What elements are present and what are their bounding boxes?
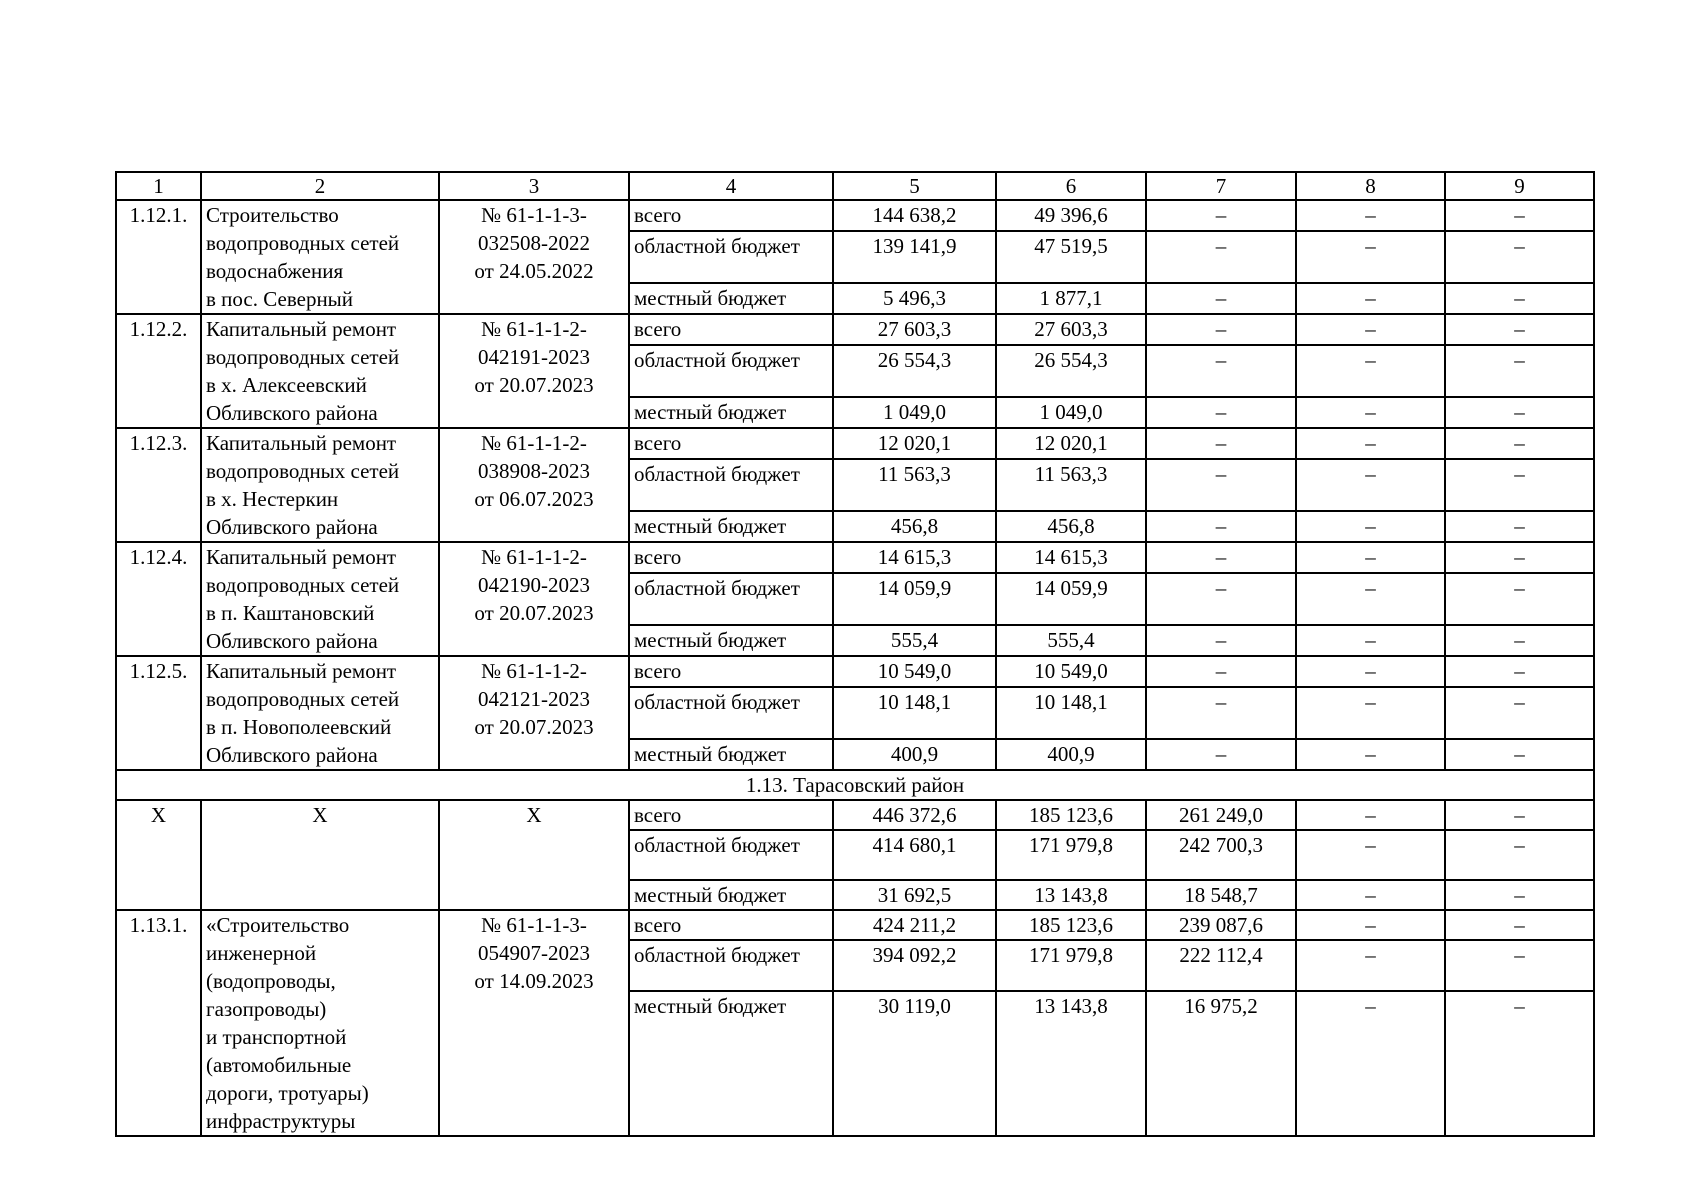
amount-col8: – — [1296, 428, 1445, 459]
amount-col7: – — [1146, 345, 1296, 397]
amount-col6: 13 143,8 — [996, 991, 1146, 1136]
amount-col9: – — [1445, 345, 1594, 397]
amount-col5: 14 059,9 — [833, 573, 996, 625]
object-name-line: Обливского района — [206, 515, 378, 539]
amount-col5: 31 692,5 — [833, 880, 996, 910]
amount-col9: – — [1445, 200, 1594, 231]
document-ref — [439, 200, 629, 314]
amount-col9: – — [1445, 511, 1594, 542]
amount-col8: – — [1296, 397, 1445, 428]
item-number: 1.13.1. — [116, 910, 201, 1136]
object-name-line: Обливского района — [206, 629, 378, 653]
amount-col8: – — [1296, 345, 1445, 397]
funding-source: областной бюджет — [629, 345, 833, 397]
amount-col6: 11 563,3 — [996, 459, 1146, 511]
amount-col5: 424 211,2 — [833, 910, 996, 940]
document-ref-line: 042191-2023 — [478, 345, 590, 369]
amount-col8: – — [1296, 200, 1445, 231]
amount-col8: – — [1296, 800, 1445, 830]
section-row — [116, 770, 1594, 800]
object-name-line: Капитальный ремонт — [206, 317, 397, 341]
amount-col7: – — [1146, 283, 1296, 314]
column-number: 7 — [1146, 172, 1296, 200]
item-number: 1.12.1. — [116, 200, 201, 314]
amount-col8: – — [1296, 880, 1445, 910]
amount-col6: 185 123,6 — [996, 910, 1146, 940]
object-name-line: «Строительство — [206, 913, 350, 937]
amount-col7: – — [1146, 428, 1296, 459]
amount-col9: – — [1445, 687, 1594, 739]
funding-source: областной бюджет — [629, 687, 833, 739]
amount-col7: 16 975,2 — [1146, 991, 1296, 1136]
object-name-line: водопроводных сетей — [206, 573, 400, 597]
object-name-line: Капитальный ремонт — [206, 659, 397, 683]
document-ref-line: 032508-2022 — [478, 231, 590, 255]
column-number: 8 — [1296, 172, 1445, 200]
funding-source: местный бюджет — [629, 739, 833, 770]
amount-col9: – — [1445, 910, 1594, 940]
amount-col8: – — [1296, 314, 1445, 345]
amount-col8: – — [1296, 459, 1445, 511]
amount-col6: 12 020,1 — [996, 428, 1146, 459]
amount-col8: – — [1296, 573, 1445, 625]
document-ref-line: 042190-2023 — [478, 573, 590, 597]
amount-col5: 139 141,9 — [833, 231, 996, 283]
column-number: 5 — [833, 172, 996, 200]
amount-col5: 414 680,1 — [833, 830, 996, 880]
amount-col7: 222 112,4 — [1146, 940, 1296, 991]
amount-col8: – — [1296, 940, 1445, 991]
amount-col6: 10 549,0 — [996, 656, 1146, 687]
amount-col7: – — [1146, 200, 1296, 231]
object-name — [201, 542, 439, 656]
amount-col8: – — [1296, 542, 1445, 573]
column-number: 6 — [996, 172, 1146, 200]
funding-source: местный бюджет — [629, 880, 833, 910]
amount-col7: – — [1146, 687, 1296, 739]
document-ref: X — [439, 800, 629, 910]
column-number: 3 — [439, 172, 629, 200]
amount-col9: – — [1445, 314, 1594, 345]
object-name-line: водопроводных сетей — [206, 231, 400, 255]
table-row — [116, 428, 1594, 459]
amount-col5: 11 563,3 — [833, 459, 996, 511]
amount-col7: – — [1146, 542, 1296, 573]
object-name-line: и транспортной — [206, 1025, 347, 1049]
amount-col7: – — [1146, 314, 1296, 345]
amount-col9: – — [1445, 231, 1594, 283]
object-name — [201, 656, 439, 770]
amount-col5: 555,4 — [833, 625, 996, 656]
amount-col7: – — [1146, 231, 1296, 283]
amount-col9: – — [1445, 397, 1594, 428]
amount-col6: 26 554,3 — [996, 345, 1146, 397]
amount-col9: – — [1445, 542, 1594, 573]
item-number: 1.12.3. — [116, 428, 201, 542]
document-ref — [439, 910, 629, 1136]
amount-col5: 400,9 — [833, 739, 996, 770]
amount-col5: 456,8 — [833, 511, 996, 542]
column-number: 9 — [1445, 172, 1594, 200]
amount-col9: – — [1445, 940, 1594, 991]
budget-table — [115, 171, 1595, 1137]
amount-col5: 446 372,6 — [833, 800, 996, 830]
funding-source: всего — [629, 314, 833, 345]
object-name-line: Капитальный ремонт — [206, 545, 397, 569]
funding-source: местный бюджет — [629, 397, 833, 428]
document-ref-line: № 61-1-1-3- — [481, 913, 587, 937]
amount-col5: 10 549,0 — [833, 656, 996, 687]
table-row — [116, 314, 1594, 345]
section-title: 1.13. Тарасовский район — [116, 770, 1594, 800]
object-name-line: (автомобильные — [206, 1053, 352, 1077]
document-ref-line: № 61-1-1-2- — [481, 659, 587, 683]
object-name-line: в х. Алексеевский — [206, 373, 367, 397]
amount-col5: 144 638,2 — [833, 200, 996, 231]
amount-col9: – — [1445, 880, 1594, 910]
item-number: 1.12.5. — [116, 656, 201, 770]
amount-col8: – — [1296, 687, 1445, 739]
amount-col8: – — [1296, 231, 1445, 283]
amount-col5: 1 049,0 — [833, 397, 996, 428]
amount-col7: – — [1146, 625, 1296, 656]
object-name-line: инженерной — [206, 941, 317, 965]
object-name — [201, 200, 439, 314]
funding-source: всего — [629, 910, 833, 940]
amount-col9: – — [1445, 459, 1594, 511]
amount-col5: 26 554,3 — [833, 345, 996, 397]
object-name-line: газопроводы) — [206, 997, 327, 1021]
funding-source: местный бюджет — [629, 991, 833, 1136]
amount-col6: 14 615,3 — [996, 542, 1146, 573]
funding-source: всего — [629, 800, 833, 830]
document-ref-line: № 61-1-1-2- — [481, 545, 587, 569]
amount-col6: 171 979,8 — [996, 940, 1146, 991]
funding-source: областной бюджет — [629, 830, 833, 880]
funding-source: местный бюджет — [629, 625, 833, 656]
document-ref-line: от 20.07.2023 — [474, 373, 594, 397]
document-ref-line: от 14.09.2023 — [474, 969, 594, 993]
object-name — [201, 910, 439, 1136]
funding-source: всего — [629, 428, 833, 459]
object-name — [201, 428, 439, 542]
amount-col5: 14 615,3 — [833, 542, 996, 573]
item-number: 1.12.2. — [116, 314, 201, 428]
object-name-line: Строительство — [206, 203, 339, 227]
document-ref-line: 054907-2023 — [478, 941, 590, 965]
document-ref-line: 042121-2023 — [478, 687, 590, 711]
document-ref-line: от 06.07.2023 — [474, 487, 594, 511]
amount-col9: – — [1445, 739, 1594, 770]
object-name-line: дороги, тротуары) — [206, 1081, 369, 1105]
document-ref — [439, 542, 629, 656]
amount-col5: 30 119,0 — [833, 991, 996, 1136]
amount-col5: 394 092,2 — [833, 940, 996, 991]
item-number: X — [116, 800, 201, 910]
object-name-line: в п. Каштановский — [206, 601, 375, 625]
funding-source: областной бюджет — [629, 231, 833, 283]
amount-col8: – — [1296, 991, 1445, 1136]
amount-col7: 261 249,0 — [1146, 800, 1296, 830]
amount-col7: – — [1146, 739, 1296, 770]
object-name-line: Обливского района — [206, 401, 378, 425]
amount-col9: – — [1445, 625, 1594, 656]
amount-col8: – — [1296, 511, 1445, 542]
amount-col8: – — [1296, 739, 1445, 770]
document-ref-line: от 20.07.2023 — [474, 715, 594, 739]
object-name-line: водопроводных сетей — [206, 459, 400, 483]
document-ref — [439, 428, 629, 542]
document-ref-line: № 61-1-1-2- — [481, 317, 587, 341]
amount-col9: – — [1445, 573, 1594, 625]
funding-source: областной бюджет — [629, 940, 833, 991]
table-row — [116, 200, 1594, 231]
document-ref — [439, 314, 629, 428]
amount-col6: 555,4 — [996, 625, 1146, 656]
object-name-line: водопроводных сетей — [206, 345, 400, 369]
funding-source: областной бюджет — [629, 573, 833, 625]
object-name-line: инфраструктуры — [206, 1109, 356, 1133]
table-row — [116, 542, 1594, 573]
amount-col5: 5 496,3 — [833, 283, 996, 314]
amount-col7: – — [1146, 397, 1296, 428]
amount-col9: – — [1445, 830, 1594, 880]
amount-col9: – — [1445, 428, 1594, 459]
amount-col7: – — [1146, 573, 1296, 625]
amount-col7: 239 087,6 — [1146, 910, 1296, 940]
funding-source: всего — [629, 656, 833, 687]
object-name-line: водоснабжения — [206, 259, 344, 283]
item-number: 1.12.4. — [116, 542, 201, 656]
table-row — [116, 656, 1594, 687]
object-name — [201, 314, 439, 428]
funding-source: местный бюджет — [629, 283, 833, 314]
funding-source: областной бюджет — [629, 459, 833, 511]
amount-col8: – — [1296, 910, 1445, 940]
column-number: 1 — [116, 172, 201, 200]
amount-col6: 456,8 — [996, 511, 1146, 542]
amount-col8: – — [1296, 283, 1445, 314]
amount-col6: 1 877,1 — [996, 283, 1146, 314]
total-row — [116, 800, 1594, 830]
amount-col9: – — [1445, 800, 1594, 830]
amount-col9: – — [1445, 656, 1594, 687]
amount-col5: 27 603,3 — [833, 314, 996, 345]
amount-col6: 47 519,5 — [996, 231, 1146, 283]
column-number: 2 — [201, 172, 439, 200]
object-name-line: Капитальный ремонт — [206, 431, 397, 455]
column-number-row — [116, 172, 1594, 200]
object-name-line: водопроводных сетей — [206, 687, 400, 711]
amount-col6: 14 059,9 — [996, 573, 1146, 625]
amount-col8: – — [1296, 625, 1445, 656]
document-ref-line: от 24.05.2022 — [474, 259, 594, 283]
table-body — [116, 172, 1594, 1136]
object-name-line: в пос. Северный — [206, 287, 354, 311]
amount-col8: – — [1296, 656, 1445, 687]
amount-col8: – — [1296, 830, 1445, 880]
amount-col6: 185 123,6 — [996, 800, 1146, 830]
object-name-line: (водопроводы, — [206, 969, 336, 993]
document-ref — [439, 656, 629, 770]
funding-source: местный бюджет — [629, 511, 833, 542]
object-name-line: Обливского района — [206, 743, 378, 767]
amount-col6: 27 603,3 — [996, 314, 1146, 345]
amount-col5: 10 148,1 — [833, 687, 996, 739]
amount-col7: – — [1146, 511, 1296, 542]
funding-source: всего — [629, 200, 833, 231]
document-ref-line: № 61-1-1-3- — [481, 203, 587, 227]
amount-col6: 13 143,8 — [996, 880, 1146, 910]
funding-source: всего — [629, 542, 833, 573]
amount-col7: 18 548,7 — [1146, 880, 1296, 910]
amount-col7: – — [1146, 656, 1296, 687]
amount-col7: 242 700,3 — [1146, 830, 1296, 880]
document-ref-line: № 61-1-1-2- — [481, 431, 587, 455]
amount-col6: 1 049,0 — [996, 397, 1146, 428]
document-ref-line: от 20.07.2023 — [474, 601, 594, 625]
object-name-line: в х. Нестеркин — [206, 487, 339, 511]
amount-col6: 49 396,6 — [996, 200, 1146, 231]
object-name: X — [201, 800, 439, 910]
amount-col6: 10 148,1 — [996, 687, 1146, 739]
amount-col7: – — [1146, 459, 1296, 511]
object-name-line: в п. Новополеевский — [206, 715, 392, 739]
amount-col5: 12 020,1 — [833, 428, 996, 459]
document-ref-line: 038908-2023 — [478, 459, 590, 483]
table-row — [116, 910, 1594, 940]
amount-col9: – — [1445, 283, 1594, 314]
amount-col6: 171 979,8 — [996, 830, 1146, 880]
amount-col6: 400,9 — [996, 739, 1146, 770]
column-number: 4 — [629, 172, 833, 200]
amount-col9: – — [1445, 991, 1594, 1136]
